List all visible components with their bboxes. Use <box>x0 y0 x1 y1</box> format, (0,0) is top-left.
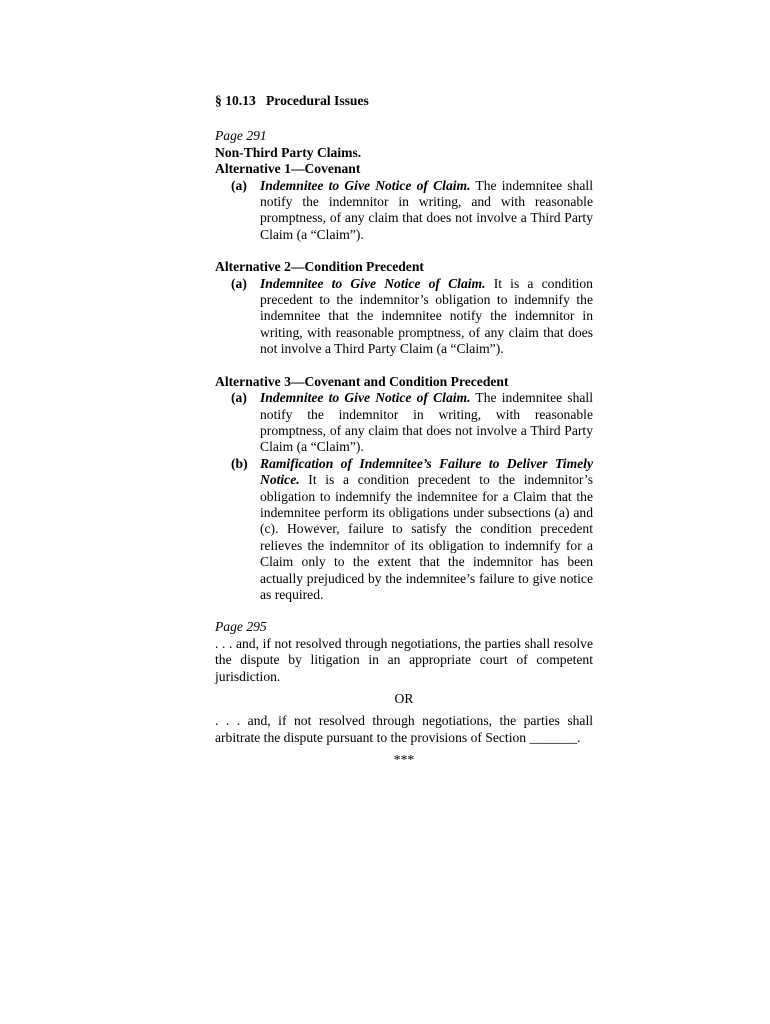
subtitle-non-third-party-claims: Non-Third Party Claims. <box>215 144 362 160</box>
alt1-subsection-a <box>215 178 593 244</box>
subsection-title: Indemnitee to Give Notice of Claim. <box>260 390 471 406</box>
subsection-title: Indemnitee to Give Notice of Claim. <box>260 177 471 193</box>
page-reference-295: Page 295 <box>215 619 267 635</box>
section-title: § 10.13 Procedural Issues <box>215 93 369 108</box>
subsection-text: It is a condition precedent to the indemnitor’s obligation to indemnify the indemnitee that the indemnitee notify the indemnitor in writing, with reasonable promptness, of any claim that does not involve a Third Party Claim (a “Claim”). <box>260 275 593 357</box>
alternative-1-heading: Alternative 1—Covenant <box>215 161 361 177</box>
subsection-text: The indemnitee shall notify the indemnitor in writing, and with reasonable promptness, of any claim that does not involve a Third Party Claim (a “Claim”). <box>260 177 593 242</box>
subsection-label: (a) <box>231 275 247 291</box>
subsection-label: (b) <box>231 455 248 471</box>
subsection-title: Indemnitee to Give Notice of Claim. <box>260 275 486 291</box>
subsection-body <box>260 456 593 604</box>
subsection-body <box>260 390 593 456</box>
end-asterisks: *** <box>393 752 415 768</box>
subsection-body <box>260 178 593 244</box>
subsection-text: It is a condition precedent to the indemnitor’s obligation to indemnify the indemnitee for a Claim that the indemnitee perform its obligations under subsections (a) and (c). However, failure to satisfy the condition precedent relieves the indemnitor of its obligation to indemnify for a Claim only to the extent that the indemnitor has been actually prejudiced by the indemnitee’s failure to give notice as required. <box>260 472 593 602</box>
alternative-3-heading: Alternative 3—Covenant and Condition Precedent <box>215 373 509 389</box>
arbitration-paragraph: . . . and, if not resolved through negotiations, the parties shall arbitrate the dispute pursuant to the provisions of Section _______. <box>215 713 593 745</box>
page-reference-291: Page 291 <box>215 128 267 144</box>
alternative-2-heading: Alternative 2—Condition Precedent <box>215 259 424 275</box>
subsection-label: (a) <box>231 390 247 406</box>
page-content <box>215 93 593 769</box>
subsection-title: Ramification of Indemnitee’s Failure to Deliver Timely Notice. <box>260 455 593 488</box>
alt2-subsection-a <box>215 276 593 358</box>
or-separator: OR <box>394 691 414 706</box>
subsection-text: The indemnitee shall notify the indemnitor in writing, with reasonable promptness, of any claim that does not involve a Third Party Claim (a “Claim”). <box>260 390 593 455</box>
litigation-paragraph: . . . and, if not resolved through negotiations, the parties shall resolve the dispute by litigation in an appropriate court of competent jurisdiction. <box>215 635 593 684</box>
subsection-body <box>260 276 593 358</box>
alt3-subsection-b <box>215 456 593 604</box>
alt3-subsection-a <box>215 390 593 456</box>
subsection-label: (a) <box>231 177 247 193</box>
